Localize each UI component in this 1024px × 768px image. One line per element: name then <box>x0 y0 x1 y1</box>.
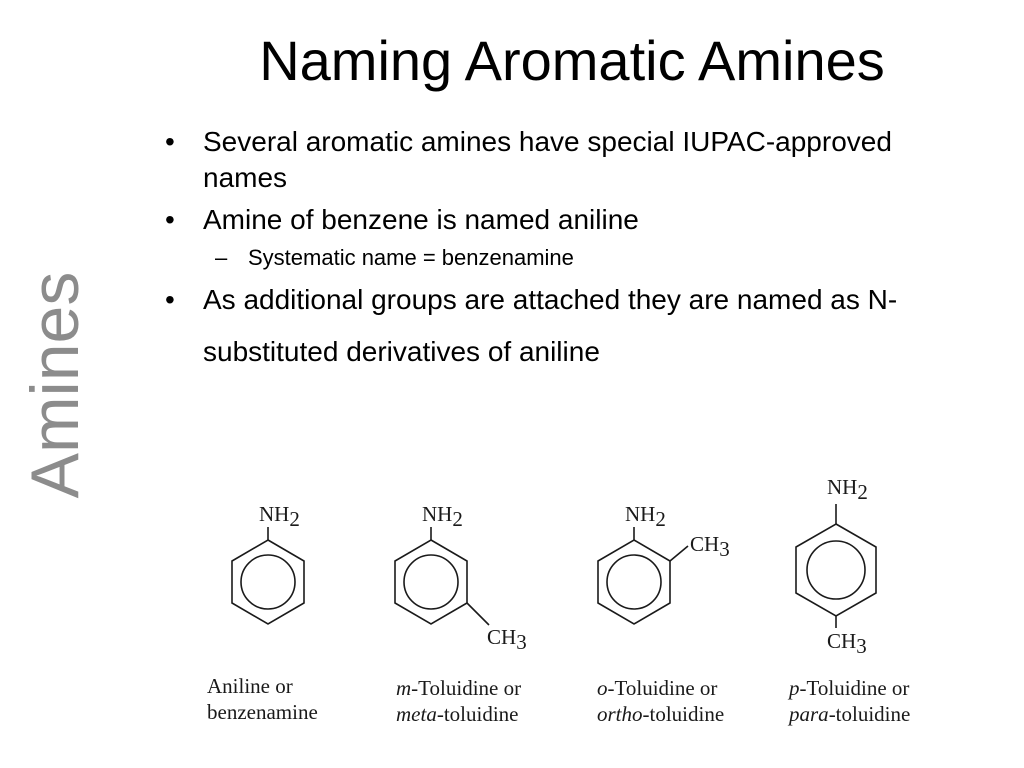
name-line: Aniline or <box>207 674 293 698</box>
sub-bullet-dash-icon: – <box>215 245 228 270</box>
bullet-text: As additional groups are attached they are named as N-substituted derivatives of aniline <box>203 284 898 367</box>
name-line <box>597 701 724 727</box>
methyl-group-label: CH3 <box>827 629 867 658</box>
name-line <box>789 675 910 701</box>
p-toluidine-name <box>789 675 910 727</box>
amine-group-label: NH2 <box>827 475 868 504</box>
name-prefix: m <box>396 676 412 700</box>
amine-group-label: NH2 <box>625 502 666 531</box>
name-line <box>597 675 724 701</box>
name-text: -Toluidine or <box>607 676 718 700</box>
name-prefix: ortho <box>597 702 643 726</box>
name-text: -Toluidine or <box>799 676 910 700</box>
name-line: benzenamine <box>207 700 318 724</box>
name-line <box>789 701 910 727</box>
m-toluidine-structure <box>395 527 489 625</box>
amine-group-label: NH2 <box>259 502 300 531</box>
aniline-structure <box>232 527 304 624</box>
methyl-group-label: CH3 <box>690 532 730 561</box>
bullet-text: Several aromatic amines have special IUPAC-approved names <box>203 126 892 193</box>
bullet-dot-icon: • <box>165 126 175 157</box>
slide-title: Naming Aromatic Amines <box>259 29 885 92</box>
name-text: -toluidine <box>642 702 725 726</box>
name-line <box>396 701 521 727</box>
amine-group-label: NH2 <box>422 502 463 531</box>
name-text: -toluidine <box>436 702 519 726</box>
sub-bullet-text: Systematic name = benzenamine <box>248 245 574 270</box>
p-toluidine-structure <box>796 504 876 628</box>
o-toluidine-structure <box>598 527 688 624</box>
aniline-name <box>207 673 318 725</box>
side-section-title: Amines <box>17 271 93 499</box>
name-text: -toluidine <box>828 702 911 726</box>
name-prefix: o <box>597 676 608 700</box>
name-text: -Toluidine or <box>411 676 522 700</box>
name-prefix: meta <box>396 702 437 726</box>
o-toluidine-name <box>597 675 724 727</box>
bullet-dot-icon: • <box>165 204 175 235</box>
m-toluidine-name <box>396 675 521 727</box>
name-line <box>396 675 521 701</box>
name-prefix: p <box>789 676 800 700</box>
bullet-dot-icon: • <box>165 284 175 315</box>
name-prefix: para <box>789 702 829 726</box>
bullet-text: Amine of benzene is named aniline <box>203 204 639 235</box>
methyl-group-label: CH3 <box>487 625 527 654</box>
